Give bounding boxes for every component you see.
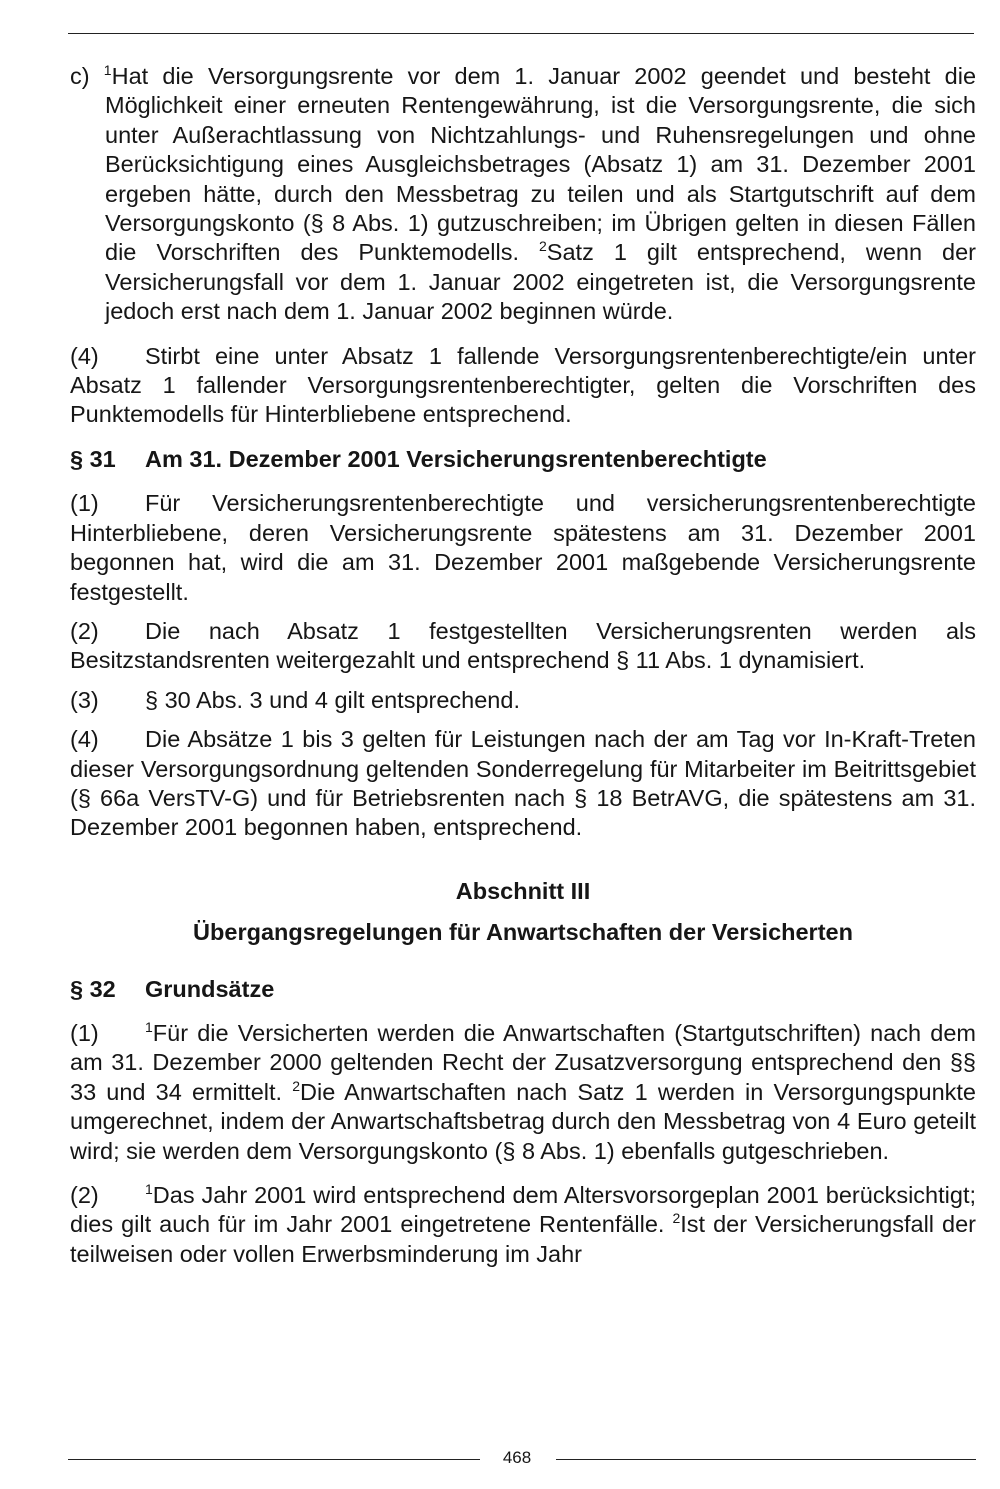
sentence-number: 2 [292, 1077, 301, 1094]
s31-paragraph-3 [70, 686, 976, 715]
sentence-number: 2 [672, 1210, 681, 1227]
s32-paragraph-2 [70, 1181, 976, 1269]
paragraph-text: Die Anwartschaften nach Satz 1 werden in Versorgungspunkte umgerechnet, indem der Anwartschaftsbetrag durch den Messbetrag von 4 Euro geteilt wird; sie werden dem Versorgungskonto (§ 8 Abs. 1) ebenfalls gutgeschrieben. [70, 1078, 977, 1164]
paragraph-label: (1) [70, 1019, 99, 1046]
paragraph-text: Die nach Absatz 1 festgestellten Versicherungsrenten werden als Besitzstandsrenten weitergezahlt und entsprechend § 11 Abs. 1 dynamisiert. [70, 617, 976, 674]
sentence-number: 1 [103, 62, 112, 78]
sentence-number: 1 [145, 1181, 153, 1197]
s31-paragraph-4 [70, 725, 976, 843]
paragraph-text: Satz 1 gilt entsprechend, wenn der Versicherungsfall vor dem 1. Januar 2002 eingetreten ist, die Versorgungsrente jedoch erst nach dem 1. Januar 2002 beginnen würde. [105, 239, 976, 325]
footer-rule-right [556, 1459, 976, 1460]
section-32-heading [70, 975, 976, 1004]
page-content [70, 62, 976, 1269]
page-number: 468 [502, 1448, 532, 1467]
section-number: § 32 [70, 975, 116, 1002]
paragraph-text: Ist der Versicherungsfall der teilweisen oder vollen Erwerbsminderung im Jahr [70, 1211, 976, 1267]
paragraph-c [70, 62, 976, 327]
page-footer [0, 1447, 1000, 1471]
s32-paragraph-1 [70, 1019, 976, 1166]
paragraph-text: Hat die Versorgungsrente vor dem 1. Januar 2002 geendet und besteht die Möglichkeit einer erneuten Rentengewährung, ist die Versorgungsrente, die sich unter Außerachtlassung von Nichtzahlungs- und Ruhensregelungen und ohne Berücksichtigung eines Ausgleichsbetrages (Absatz 1) am 31. Dezember 2001 ergeben hätte, durch den Messbetrag zu teilen und als Startgutschrift auf dem Versorgungskonto (§ 8 Abs. 1) gutzuschreiben; im Übrigen gelten in diesen Fällen die Vorschriften des Punktemodells. [105, 63, 977, 266]
s31-paragraph-1 [70, 489, 976, 607]
paragraph-text: Für die Versicherten werden die Anwartschaften (Startgutschriften) nach dem am 31. Dezember 2000 geltenden Recht der Zusatzversorgung entsprechend den §§ 33 und 34 ermittelt. [70, 1019, 976, 1105]
section-title: Grundsätze [145, 975, 275, 1002]
top-rule [68, 33, 974, 34]
paragraph-text: Stirbt eine unter Absatz 1 fallende Versorgungsrentenberechtigte/ein unter Absatz 1 fallender Versorgungsrentenberechtigter, gelten die Vorschriften des Punktemodells für Hinterbliebene entsprechend. [70, 342, 976, 428]
paragraph-c-label: c) [70, 63, 90, 89]
footer-rule-left [68, 1459, 480, 1460]
section-title: Am 31. Dezember 2001 Versicherungsrentenberechtigte [145, 445, 767, 472]
section-number: § 31 [70, 445, 116, 472]
paragraph-text: Die Absätze 1 bis 3 gelten für Leistungen nach der am Tag vor In-Kraft-Treten dieser Versorgungsordnung geltenden Sonderregelung für Mitarbeiter im Beitrittsgebiet (§ 66a VersTV-G) und für Betriebsrenten nach § 18 BetrAVG, die spätestens am 31. Dezember 2001 begonnen haben, entsprechend. [70, 726, 976, 841]
paragraph-label: (4) [70, 342, 99, 369]
paragraph-text: Das Jahr 2001 wird entsprechend dem Altersvorsorgeplan 2001 berücksichtigt; dies gilt auch für im Jahr 2001 eingetretene Rentenfälle. [70, 1182, 976, 1238]
section-subheading: Übergangsregelungen für Anwartschaften der Versicherten [193, 919, 853, 946]
paragraph-text: § 30 Abs. 3 und 4 gilt entsprechend. [145, 686, 520, 713]
paragraph-label: (4) [70, 726, 99, 753]
s31-paragraph-2 [70, 617, 976, 676]
paragraph-label: (2) [70, 617, 99, 644]
paragraph-text: Für Versicherungsrentenberechtigte und versicherungsrentenberechtigte Hinterbliebene, deren Versicherungsrente spätestens am 31. Dezember 2001 begonnen hat, wird die am 31. Dezember 2001 maßgebende Versicherungsrente festgestellt. [70, 490, 976, 605]
paragraph-label: (2) [70, 1182, 99, 1208]
section-31-heading [70, 445, 976, 474]
sentence-number: 1 [145, 1018, 153, 1035]
paragraph-label: (3) [70, 686, 99, 713]
paragraph-label: (1) [70, 490, 99, 517]
paragraph-4 [70, 342, 976, 430]
section-heading: Abschnitt III [455, 877, 591, 904]
sentence-number: 2 [539, 238, 547, 255]
